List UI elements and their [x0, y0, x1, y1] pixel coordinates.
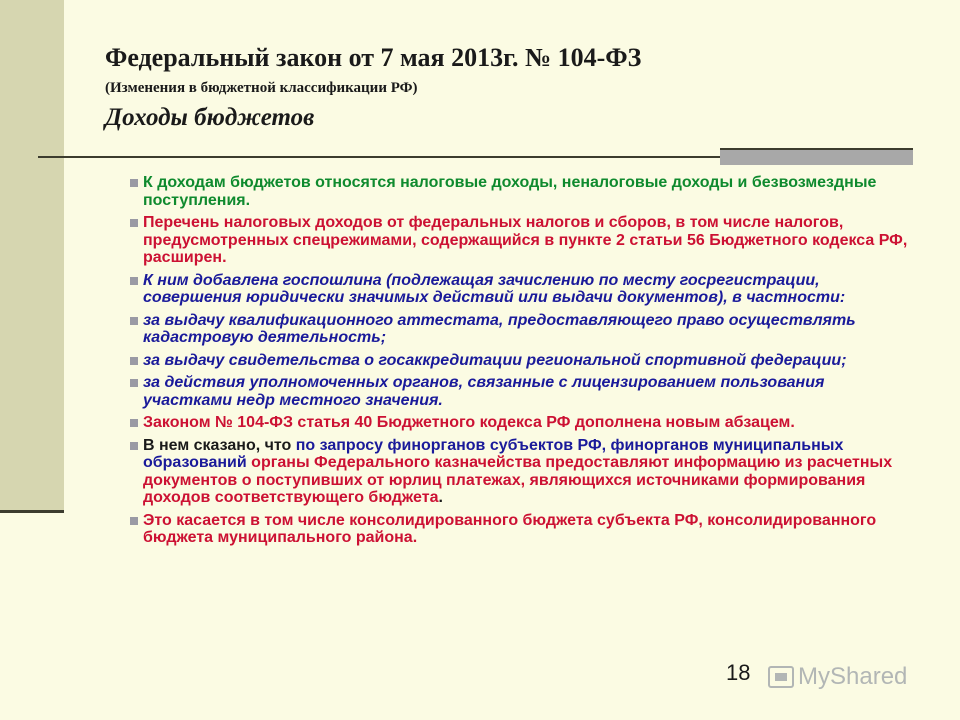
bullet-item [131, 437, 911, 507]
bullet-text: В нем сказано, что [143, 436, 296, 454]
bullet-item [131, 312, 911, 347]
bullet-item [131, 352, 911, 370]
square-bullet-icon [130, 179, 138, 187]
bullet-text: К ним добавлена госпошлина (подлежащая зачислению по месту госрегистрации, совершения юридически значимых действий или выдачи документов), в частности: [143, 271, 846, 306]
square-bullet-icon [130, 317, 138, 325]
myshared-logo-icon [768, 666, 794, 688]
bullet-text: . [438, 489, 443, 506]
bullet-text: К доходам бюджетов относятся налоговые доходы, неналоговые доходы и безвозмездные поступления. [143, 174, 877, 209]
square-bullet-icon [130, 442, 138, 450]
square-bullet-icon [130, 357, 138, 365]
watermark [768, 663, 907, 691]
bullet-text: за выдачу свидетельства о госаккредитации региональной спортивной федерации; [143, 351, 847, 369]
bullet-text: за выдачу квалификационного аттестата, предоставляющего право осуществлять кадастровую деятельность; [143, 311, 856, 346]
bullet-item [131, 512, 911, 547]
bullet-text: Законом № 104-ФЗ статья 40 Бюджетного кодекса РФ дополнена новым абзацем. [143, 414, 795, 431]
bullet-item [131, 374, 911, 409]
page-number: 18 [726, 660, 751, 685]
bullet-item [131, 174, 911, 209]
bullet-text: по запросу финорганов субъектов РФ, финорганов муниципальных образований [143, 436, 844, 471]
title-divider-accent [720, 148, 913, 165]
bullet-text: за действия уполномоченных органов, связанные с лицензированием пользования участками недр местного значения. [143, 374, 825, 409]
bullet-item [131, 414, 911, 432]
page-subtitle: (Изменения в бюджетной классификации РФ) [105, 80, 418, 96]
bullet-text: Перечень налоговых доходов от федеральных налогов и сборов, в том числе налогов, предусмотренных спецрежимами, содержащийся в пункте 2 статьи 56 Бюджетного кодекса РФ, расширен. [143, 214, 908, 266]
bullet-item [131, 214, 911, 267]
title-block [105, 42, 925, 134]
square-bullet-icon [130, 219, 138, 227]
bullet-list [131, 174, 911, 552]
square-bullet-icon [130, 419, 138, 427]
left-band-divider [0, 510, 64, 513]
page-title: Федеральный закон от 7 мая 2013г. № 104-ФЗ [105, 43, 642, 72]
square-bullet-icon [130, 277, 138, 285]
watermark-text: MyShared [798, 663, 908, 690]
bullet-item [131, 272, 911, 307]
bullet-text: органы Федерального казначейства предоставляют информацию из расчетных документов о поступивших от юрлиц платежах, являющихся источниками формирования доходов соответствующего бюджета [143, 454, 893, 506]
square-bullet-icon [130, 517, 138, 525]
section-title: Доходы бюджетов [105, 104, 315, 131]
bullet-text: Это касается в том числе консолидированного бюджета субъекта РФ, консолидированного бюджета муниципального района. [143, 511, 877, 546]
left-decorative-band [0, 0, 64, 512]
square-bullet-icon [130, 379, 138, 387]
